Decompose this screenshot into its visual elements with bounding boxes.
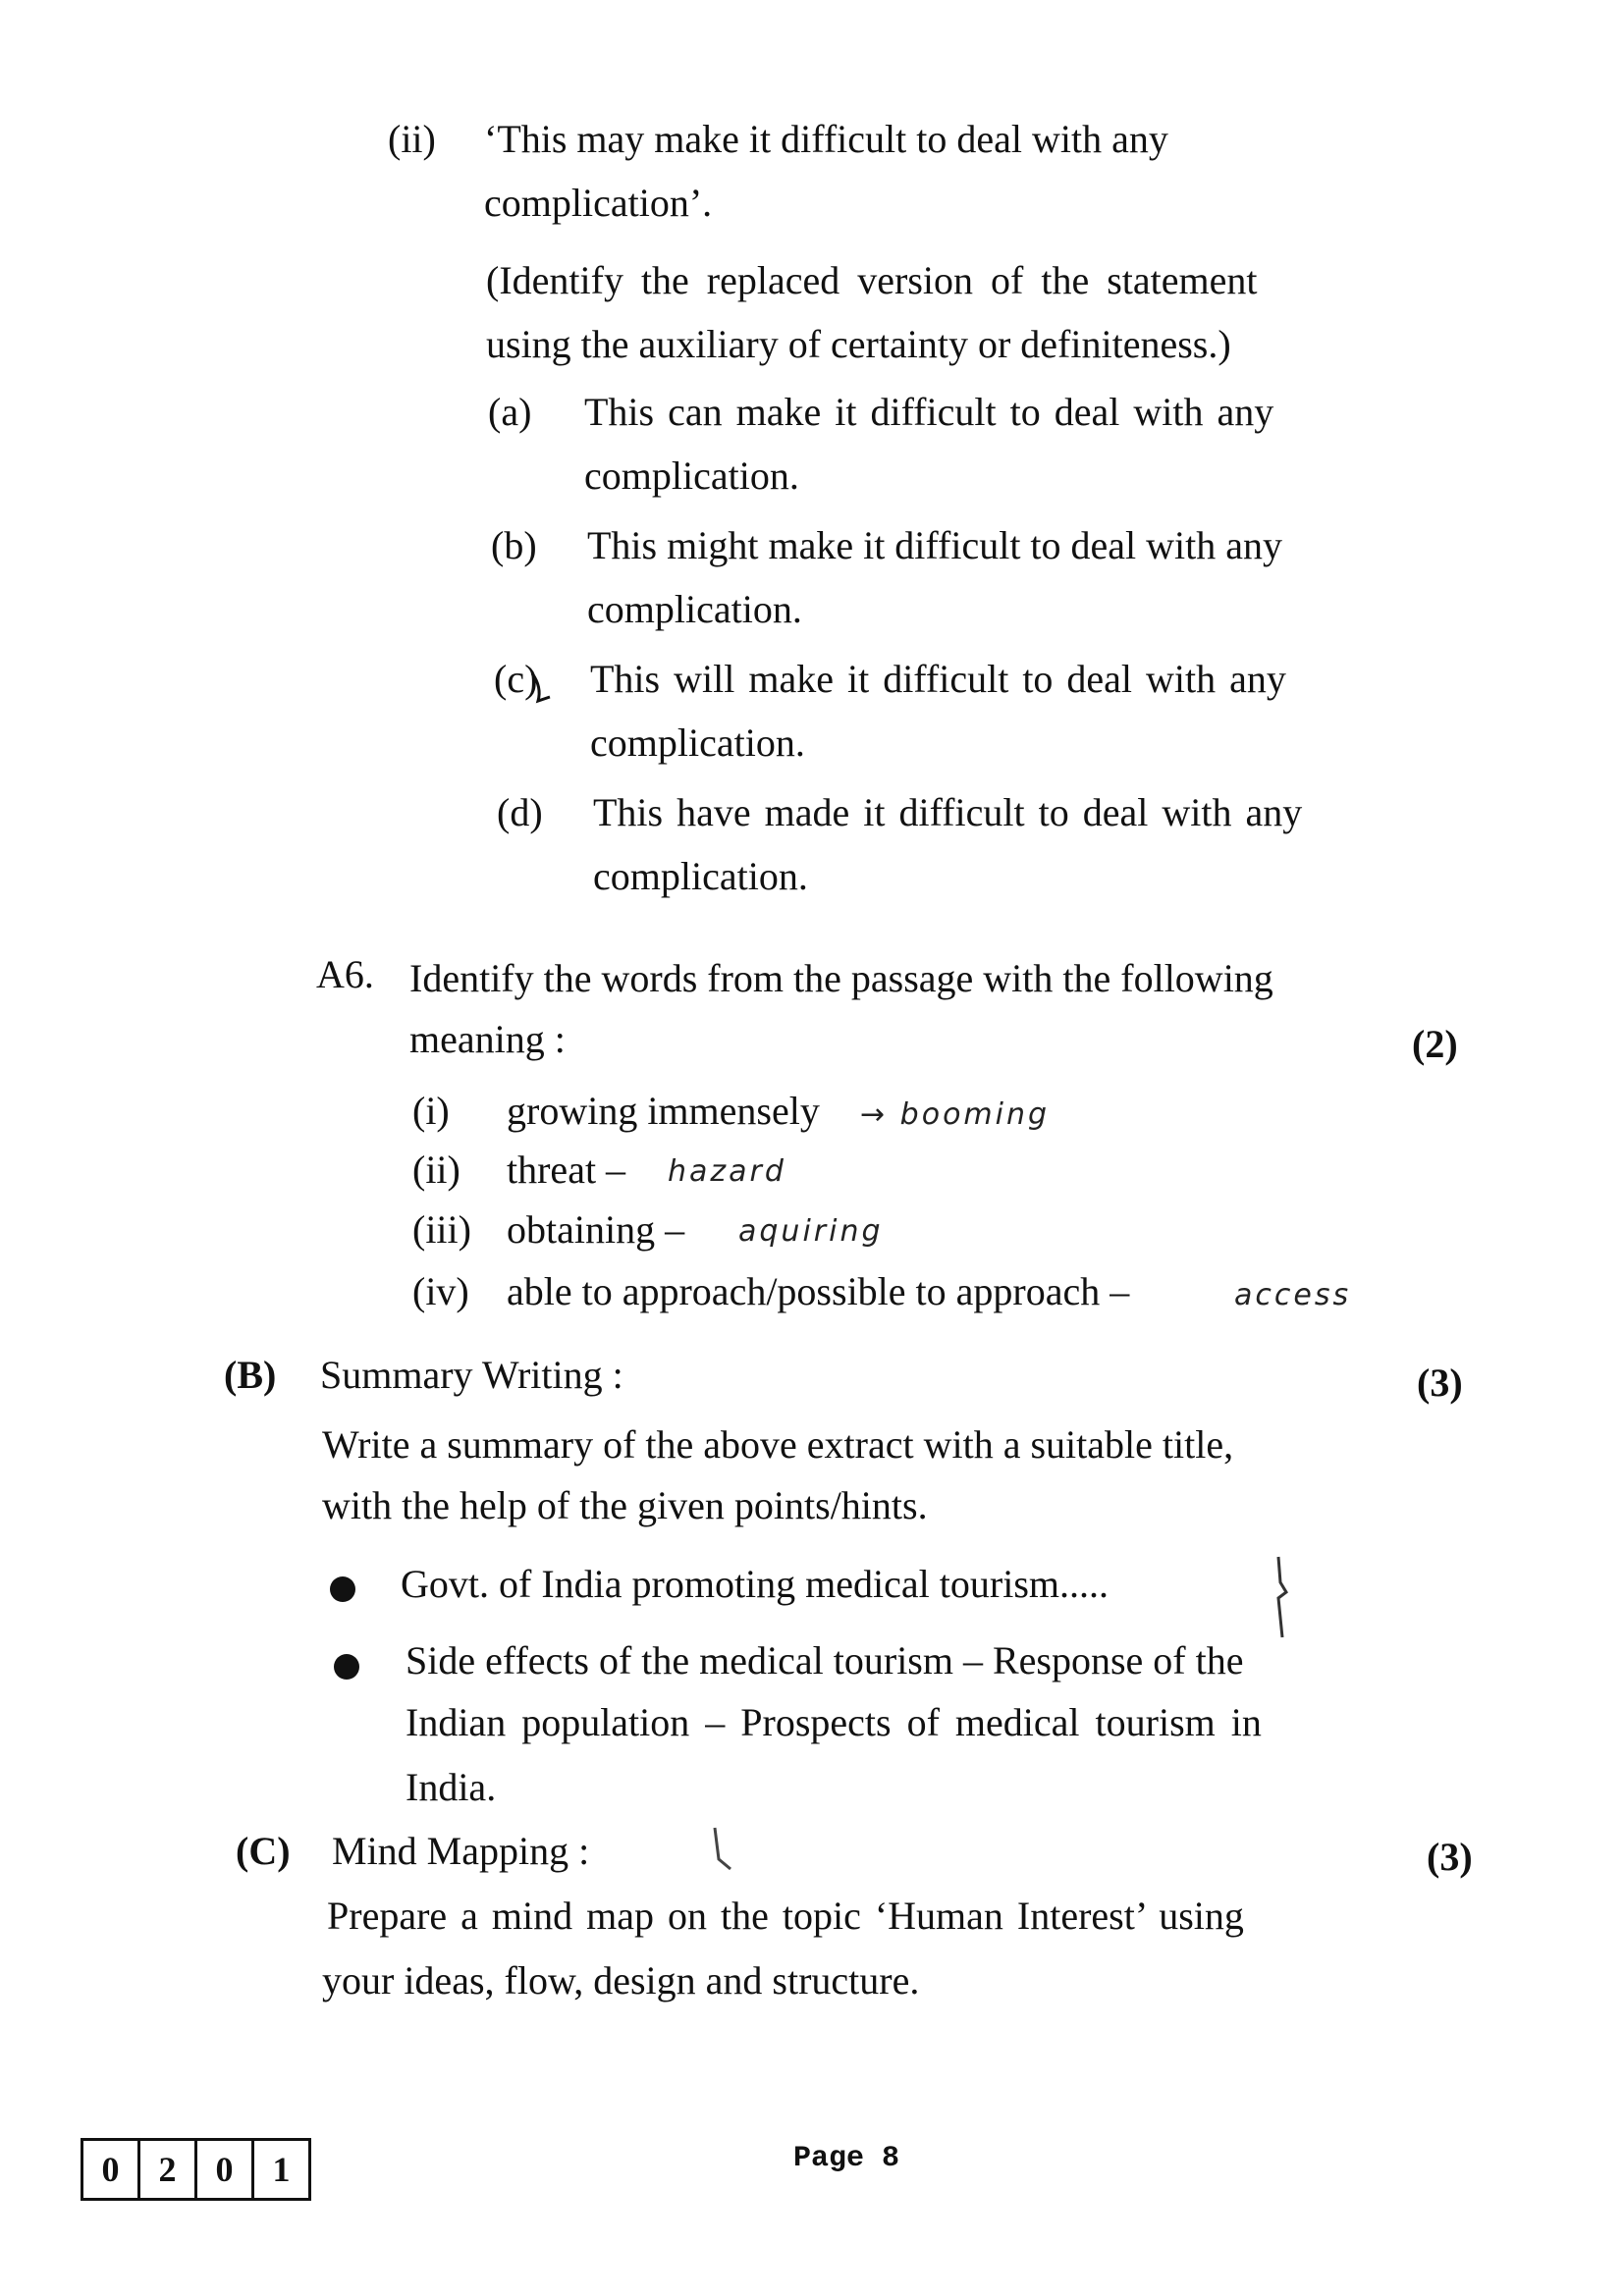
handwritten-answer: → booming xyxy=(860,1097,1051,1132)
option-text: complication. xyxy=(593,854,808,898)
paper-code-digit: 2 xyxy=(140,2141,197,2198)
pen-mark-icon xyxy=(1267,1553,1296,1641)
paper-code-box xyxy=(81,2138,311,2201)
question-quote-line: complication’. xyxy=(484,181,713,225)
option-label: (d) xyxy=(497,790,543,834)
pen-mark-icon xyxy=(707,1824,736,1873)
item-label: (iv) xyxy=(412,1269,469,1313)
option-text: complication. xyxy=(584,454,799,498)
item-label: (ii) xyxy=(412,1148,460,1192)
section-label: (C) xyxy=(236,1829,291,1873)
marks-label: (3) xyxy=(1427,1835,1473,1879)
section-text: Write a summary of the above extract with a suitable title, xyxy=(322,1422,1234,1467)
question-number: (ii) xyxy=(388,117,436,161)
question-text: meaning : xyxy=(409,1017,566,1061)
option-label: (b) xyxy=(491,523,537,567)
question-number: A6. xyxy=(316,952,374,996)
item-text: obtaining – xyxy=(507,1207,685,1252)
section-text: with the help of the given points/hints. xyxy=(322,1483,928,1527)
page-number: Page 8 xyxy=(793,2142,900,2175)
paper-code-digit: 0 xyxy=(197,2141,254,2198)
question-quote-line: ‘This may make it difficult to deal with any xyxy=(484,117,1168,161)
item-label: (iii) xyxy=(412,1207,471,1252)
option-text: complication. xyxy=(587,587,802,631)
item-text: growing immensely xyxy=(507,1089,820,1133)
option-label: (a) xyxy=(488,390,532,434)
bullet-text: Indian population – Prospects of medical tourism in xyxy=(406,1700,1262,1744)
section-label: (B) xyxy=(224,1353,277,1397)
option-text: This have made it difficult to deal with any xyxy=(593,790,1303,834)
item-text: able to approach/possible to approach – xyxy=(507,1269,1130,1313)
marks-label: (2) xyxy=(1412,1022,1458,1066)
bullet-text: Side effects of the medical tourism – Response of the xyxy=(406,1638,1244,1682)
option-text: This can make it difficult to deal with any xyxy=(584,390,1274,434)
bullet-text: India. xyxy=(406,1765,497,1809)
item-label: (i) xyxy=(412,1089,450,1133)
item-text: threat – xyxy=(507,1148,626,1192)
handwritten-answer: hazard xyxy=(668,1154,786,1189)
handwritten-answer: access xyxy=(1234,1278,1352,1312)
paper-code-digit: 1 xyxy=(272,2150,291,2189)
section-title: Mind Mapping : xyxy=(332,1829,590,1873)
bullet xyxy=(334,1654,359,1680)
option-text: This will make it difficult to deal with any xyxy=(590,657,1286,701)
option-text: This might make it difficult to deal with any xyxy=(587,523,1283,567)
bullet-text: Govt. of India promoting medical tourism..... xyxy=(401,1562,1109,1606)
marks-label: (3) xyxy=(1417,1361,1463,1405)
option-label: (c) xyxy=(494,657,538,701)
section-text: your ideas, flow, design and structure. xyxy=(322,1958,920,2002)
paper-code-digit: 0 xyxy=(83,2141,140,2198)
bullet xyxy=(330,1576,355,1602)
question-instruction: using the auxiliary of certainty or definiteness.) xyxy=(486,322,1231,366)
question-text: Identify the words from the passage with the following xyxy=(409,956,1273,1000)
section-title: Summary Writing : xyxy=(320,1353,623,1397)
question-instruction: (Identify the replaced version of the statement xyxy=(486,258,1258,302)
check-mark-icon xyxy=(528,667,554,707)
handwritten-answer: aquiring xyxy=(738,1214,884,1249)
section-text: Prepare a mind map on the topic ‘Human Interest’ using xyxy=(327,1894,1244,1938)
option-text: complication. xyxy=(590,721,805,765)
